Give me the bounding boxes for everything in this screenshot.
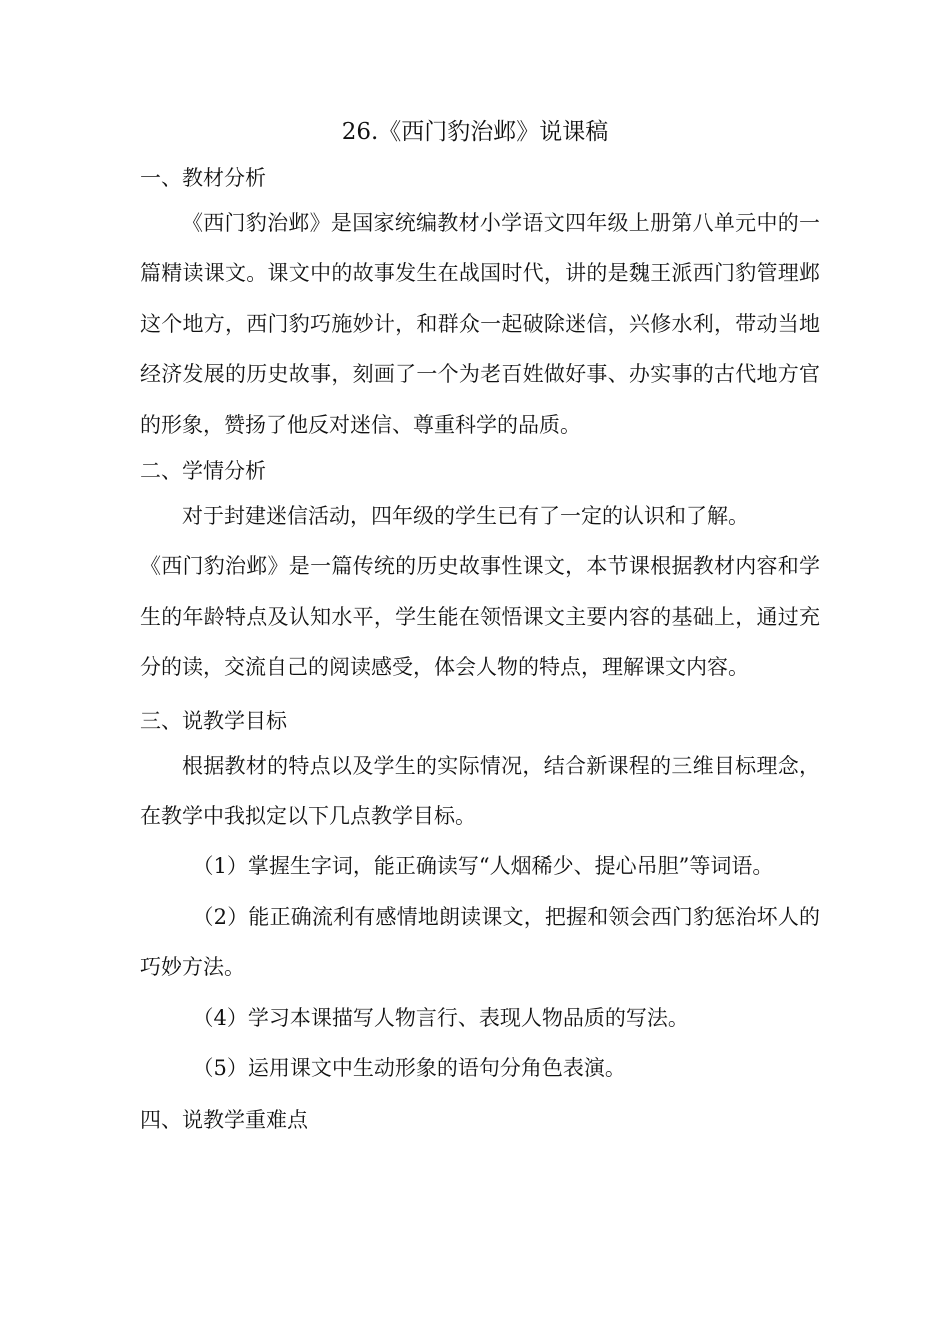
goal-item-1: （1）掌握生字词，能正确读写“人烟稀少、提心吊胆”等词语。 — [192, 854, 774, 879]
paragraph-student-analysis-2: 《西门豹治邺》是一篇传统的历史故事性课文，本节课根据教材内容和学生的年龄特点及认知水平，学生能在领悟课文主要内容的基础上，通过充分的读，交流自己的阅读感受，体会人物的特点，理解课文内容。 — [140, 554, 820, 680]
document-body — [140, 158, 820, 1140]
paragraph-textbook-analysis: 《西门豹治邺》是国家统编教材小学语文四年级上册第八单元中的一篇精读课文。课文中的故事发生在战国时代，讲的是魏王派西门豹管理邺这个地方，西门豹巧施妙计，和群众一起破除迷信，兴修水利，带动当地经济发展的历史故事，刻画了一个为老百姓做好事、办实事的古代地方官的形象，赞扬了他反对迷信、尊重科学的品质。 — [140, 211, 820, 437]
paragraph-student-analysis-1: 对于封建迷信活动，四年级的学生已有了一定的认识和了解。 — [182, 504, 749, 529]
section-heading-key-points: 四、说教学重难点 — [140, 1107, 308, 1132]
goal-item-5: （5）运用课文中生动形象的语句分角色表演。 — [192, 1056, 626, 1081]
goal-item-4: （4）学习本课描写人物言行、表现人物品质的写法。 — [192, 1005, 689, 1030]
section-heading-student-analysis: 二、学情分析 — [140, 459, 266, 484]
section-heading-textbook-analysis: 一、教材分析 — [140, 166, 266, 190]
paragraph-teaching-goals: 根据教材的特点以及学生的实际情况，结合新课程的三维目标理念，在教学中我拟定以下几点教学目标。 — [140, 753, 820, 829]
goal-item-2: （2）能正确流利有感情地朗读课文，把握和领会西门豹惩治坏人的巧妙方法。 — [140, 904, 820, 980]
document-title: 26.《西门豹治邺》说课稿 — [341, 119, 609, 145]
section-heading-teaching-goals: 三、说教学目标 — [140, 708, 287, 733]
